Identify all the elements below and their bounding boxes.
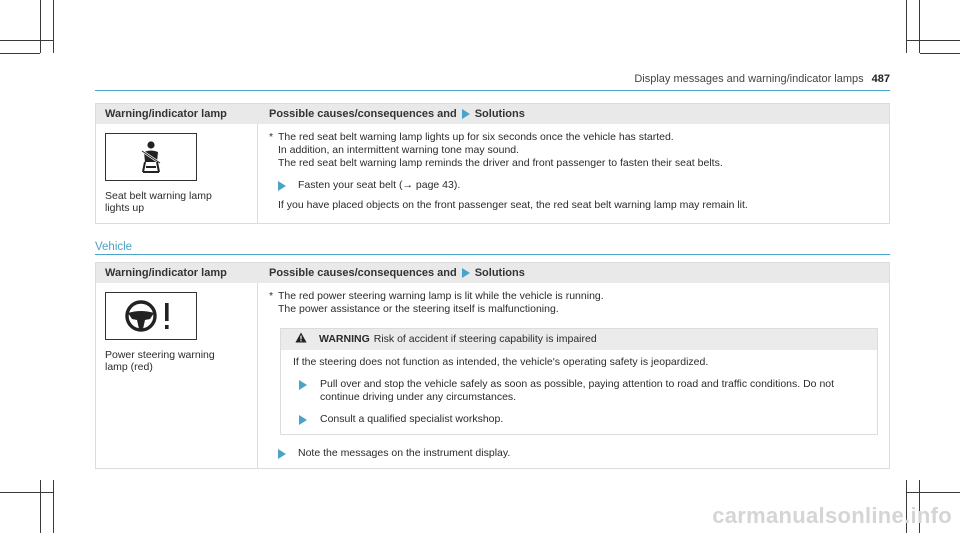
cause-text: The power assistance or the steering itself is malfunctioning. — [278, 303, 559, 315]
running-header — [634, 73, 890, 85]
solution-step — [293, 413, 865, 426]
lamp-column-header: Warning/indicator lamp — [105, 108, 227, 120]
crop-mark — [53, 480, 54, 533]
crop-mark — [920, 53, 960, 54]
causes-label: Possible causes/consequences and — [269, 108, 457, 120]
table-header — [96, 104, 889, 124]
header-rule — [95, 90, 890, 91]
solutions-label: Solutions — [474, 108, 525, 120]
solution-step — [269, 179, 878, 192]
warning-title: Risk of accident if steering capability is impaired — [373, 333, 597, 345]
table-header — [96, 263, 889, 283]
lamp-cell — [96, 283, 258, 468]
crop-mark — [0, 53, 40, 54]
solution-step — [293, 378, 865, 404]
step-text: Fasten your seat belt (→ page 43). — [298, 179, 461, 191]
causes-cell — [258, 124, 889, 223]
crop-mark — [919, 0, 920, 53]
warning-triangle-icon — [295, 332, 307, 347]
arrow-right-icon — [299, 380, 307, 390]
arrow-right-icon — [278, 181, 286, 191]
cause-text: The red seat belt warning lamp reminds the driver and front passenger to fasten their seat belts. — [278, 157, 723, 169]
note-text: If you have placed objects on the front passenger seat, the red seat belt warning lamp may remain lit. — [278, 199, 748, 211]
solutions-label: Solutions — [474, 267, 525, 279]
table-row — [96, 283, 889, 468]
seat-belt-icon — [105, 133, 197, 181]
watermark: carmanualsonline.info — [712, 503, 952, 528]
table-row — [96, 124, 889, 223]
section-title: Vehicle — [95, 241, 133, 253]
crop-mark — [53, 0, 54, 53]
cause-text: In addition, an intermittent warning tone may sound. — [278, 144, 520, 156]
step-text: Note the messages on the instrument display. — [298, 447, 511, 459]
warning-header — [281, 329, 877, 350]
warning-text: If the steering does not function as intended, the vehicle's operating safety is jeopardized. — [293, 356, 709, 368]
arrow-right-icon — [462, 109, 470, 119]
warning-body — [281, 350, 877, 434]
crop-mark — [40, 0, 41, 53]
lamp-label: Power steering warning lamp (red) — [105, 349, 215, 373]
causes-cell — [258, 283, 889, 468]
crop-mark — [0, 492, 53, 493]
crop-mark — [0, 40, 53, 41]
page-number: 487 — [871, 73, 890, 85]
causes-label: Possible causes/consequences and — [269, 267, 457, 279]
causes-column-header — [258, 108, 889, 120]
crop-mark — [906, 0, 907, 53]
cause-text: The red power steering warning lamp is lit while the vehicle is running. — [278, 290, 604, 302]
warning-label: WARNING — [319, 333, 370, 345]
lamp-cell — [96, 124, 258, 223]
arrow-right-icon — [462, 268, 470, 278]
causes-column-header — [258, 267, 889, 279]
power-steering-icon — [105, 292, 197, 340]
cause-text: The red seat belt warning lamp lights up for six seconds once the vehicle has started. — [278, 131, 674, 143]
lamp-label: Seat belt warning lamp lights up — [105, 190, 212, 214]
seat-belt-table — [95, 103, 890, 224]
section-rule — [95, 254, 890, 255]
arrow-right-icon — [299, 415, 307, 425]
arrow-right-icon — [278, 449, 286, 459]
crop-mark — [907, 40, 960, 41]
warning-box — [280, 328, 878, 435]
crop-mark — [907, 492, 960, 493]
step-text: Pull over and stop the vehicle safely as soon as possible, paying attention to road and traffic conditions. Do not continue driving under any circumstances. — [320, 378, 835, 403]
crop-mark — [40, 480, 41, 533]
solution-step — [269, 447, 878, 460]
running-header-title: Display messages and warning/indicator lamps — [634, 73, 864, 85]
lamp-column-header: Warning/indicator lamp — [105, 267, 227, 279]
asterisk: * — [269, 131, 274, 143]
power-steering-table — [95, 262, 890, 469]
asterisk: * — [269, 290, 274, 302]
step-text: Consult a qualified specialist workshop. — [320, 413, 504, 425]
